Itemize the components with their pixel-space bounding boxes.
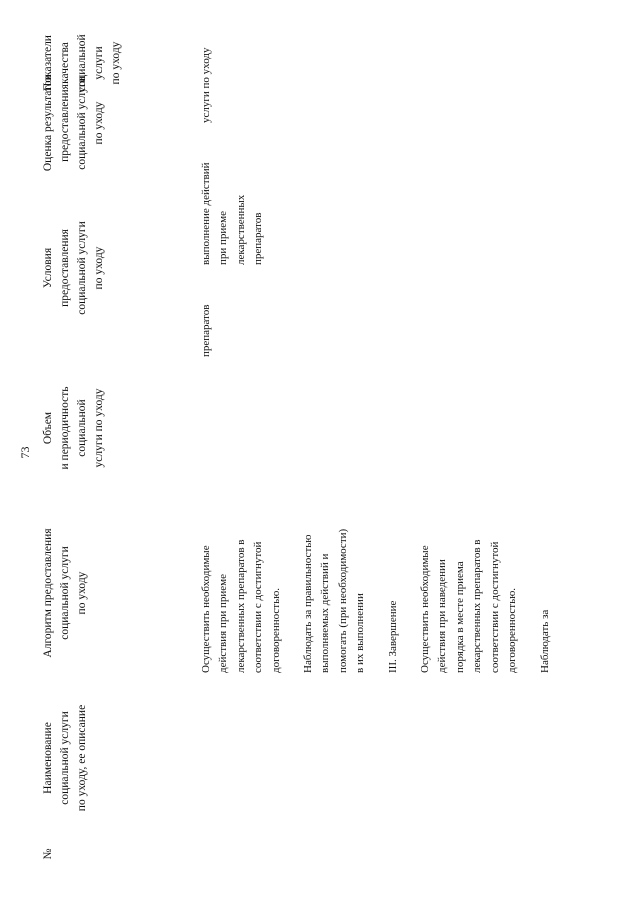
algorithm-paragraph-2: Наблюдать за правильностью выполняемых действий и помогать (при необходимости) в их выполнении — [302, 528, 367, 673]
header-volume: Объем и периодичность социальной услуги по уходу — [42, 386, 105, 470]
algorithm-paragraph-3: Осуществить необходимые действия при наведении порядка в месте приема лекарственных препаратов в соответствии с достигнутой договоренностью. — [419, 539, 519, 673]
header-evaluation: Оценка результатов предоставления социальной услуги по уходу — [42, 74, 105, 172]
algorithm-section-heading: III. Завершение — [386, 600, 399, 673]
conditions-cell: препаратов — [200, 304, 212, 357]
header-quality: Показатели качества социальной услуги по уходу — [42, 34, 122, 92]
algorithm-paragraph-4: Наблюдать за — [538, 609, 551, 673]
header-algorithm: Алгоритм предоставления социальной услуги по уходу — [42, 528, 88, 658]
algorithm-cell — [198, 523, 554, 673]
header-number: № — [42, 848, 54, 860]
header-service-name: Наименование социальной услуги по уходу, ее описание — [42, 704, 88, 812]
evaluation-cell: выполнение действий при приеме лекарственных препаратов — [200, 162, 265, 265]
algorithm-paragraph-1: Осуществить необходимые действия при приеме лекарственных препаратов в соответствии с достигнутой договоренностью. — [200, 539, 282, 673]
page-number: 73 — [18, 446, 32, 459]
header-conditions: Условия предоставления социальной услуги по уходу — [42, 221, 105, 315]
quality-cell: услуги по уходу — [200, 47, 212, 123]
